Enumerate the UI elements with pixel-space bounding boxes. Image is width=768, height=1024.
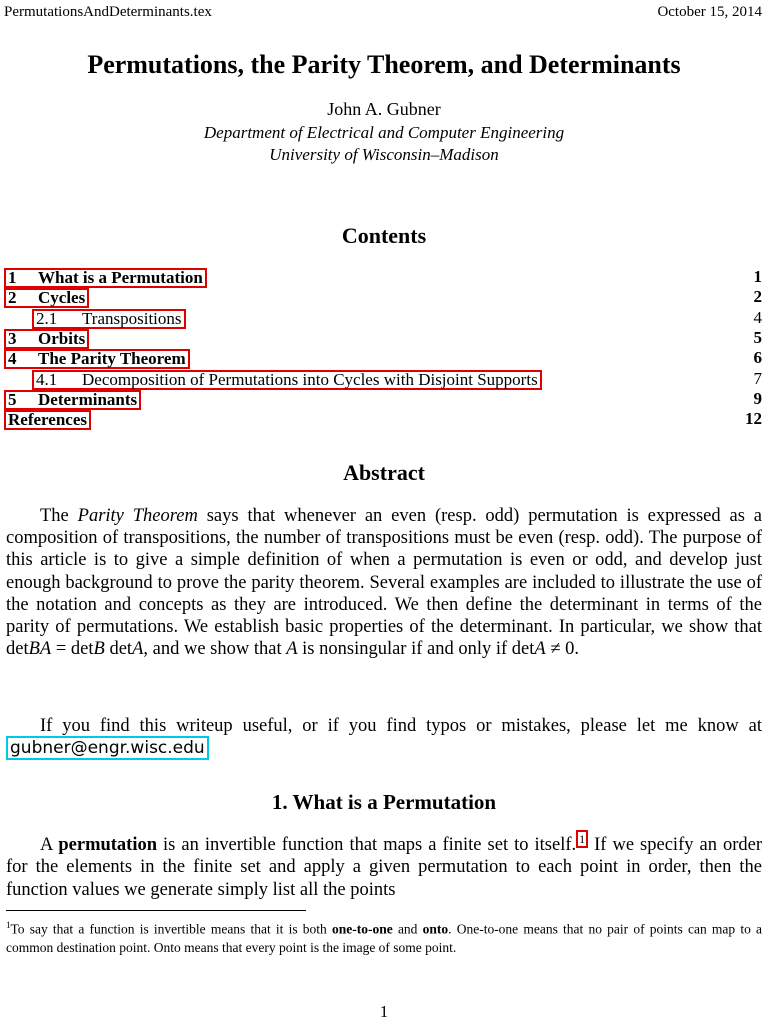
toc-entry-4 <box>4 349 762 369</box>
toc-link-cycles[interactable]: 2 Cycles <box>4 288 89 308</box>
toc-link-references[interactable]: References <box>4 410 91 430</box>
toc-entry-references <box>4 410 762 430</box>
email-link[interactable]: gubner@engr.wisc.edu <box>6 736 209 760</box>
affiliation-university: University of Wisconsin–Madison <box>269 145 499 164</box>
toc-link-parity-theorem[interactable]: 4 The Parity Theorem <box>4 349 190 369</box>
toc-entry-3 <box>4 329 762 349</box>
abstract-paragraph-2: If you find this writeup useful, or if you find typos or mistakes, please let me know at gubner@engr.wisc.edu <box>6 715 762 759</box>
contents-heading: Contents <box>341 223 427 248</box>
page-number: 1 <box>379 1002 389 1021</box>
toc-entry-4-1 <box>4 370 762 390</box>
toc-link-orbits[interactable]: 3 Orbits <box>4 329 89 349</box>
toc-page: 6 <box>753 348 762 367</box>
author-name: John A. Gubner <box>327 99 441 119</box>
toc-page: 12 <box>745 409 762 428</box>
paper-title: Permutations, the Parity Theorem, and Determinants <box>87 50 681 79</box>
header-date: October 15, 2014 <box>657 4 762 20</box>
abstract-paragraph-1: The Parity Theorem says that whenever an even (resp. odd) permutation is expressed as a composition of transpositions, the number of transpositions must be even (resp. odd). The purpose of this article is to give a simple definition of when a permutation is even or odd, and develop just enough background to prove the parity theorem. Several examples are included to illustrate the use of the notation and concepts as they are introduced. We then define the determinant in terms of the parity of permutations. We establish basic properties of the determinant. In particular, we show that detBA = detB detA, and we show that A is nonsingular if and only if detA ≠ 0. <box>6 506 762 660</box>
toc-page: 1 <box>753 267 762 286</box>
toc-page: 2 <box>753 287 762 306</box>
toc-page: 5 <box>753 328 762 347</box>
footnote-rule <box>6 910 306 911</box>
section-heading-what-is-a-permutation: 1. What is a Permutation <box>271 790 497 814</box>
header-filename: PermutationsAndDeterminants.tex <box>4 4 212 20</box>
toc-link-determinants[interactable]: 5 Determinants <box>4 390 141 410</box>
affiliation-department: Department of Electrical and Computer Engineering <box>203 123 565 142</box>
toc-entry-2 <box>4 288 762 308</box>
toc-link-decomposition[interactable]: 4.1 Decomposition of Permutations into Cycles with Disjoint Supports <box>32 370 542 390</box>
footnote-1: $^1$To say that a function is invertible means that it is both one-to-one and onto. One-to-one means that no pair of points can map to a common destination point. Onto means that every point is the image of some point. <box>6 920 762 955</box>
toc-entry-5 <box>4 390 762 410</box>
section-1-paragraph: A permutation is an invertible function that maps a finite set to itself. $^1$ If we specify an order for the elements in the finite set and apply a given permutation to each point in order, then the function values we generate simply list all the points <box>6 832 762 900</box>
footnote-link[interactable]: 1 <box>576 830 588 848</box>
toc-link-transpositions[interactable]: 2.1 Transpositions <box>32 309 186 329</box>
abstract-heading: Abstract <box>343 460 425 485</box>
toc-page: 4 <box>753 308 762 327</box>
toc-page: 9 <box>753 389 762 408</box>
toc-entry-2-1 <box>4 309 762 329</box>
toc-entry-1 <box>4 268 762 288</box>
toc-link-what-is-a-permutation[interactable]: 1 What is a Permutation <box>4 268 207 288</box>
toc-page: 7 <box>753 369 762 388</box>
